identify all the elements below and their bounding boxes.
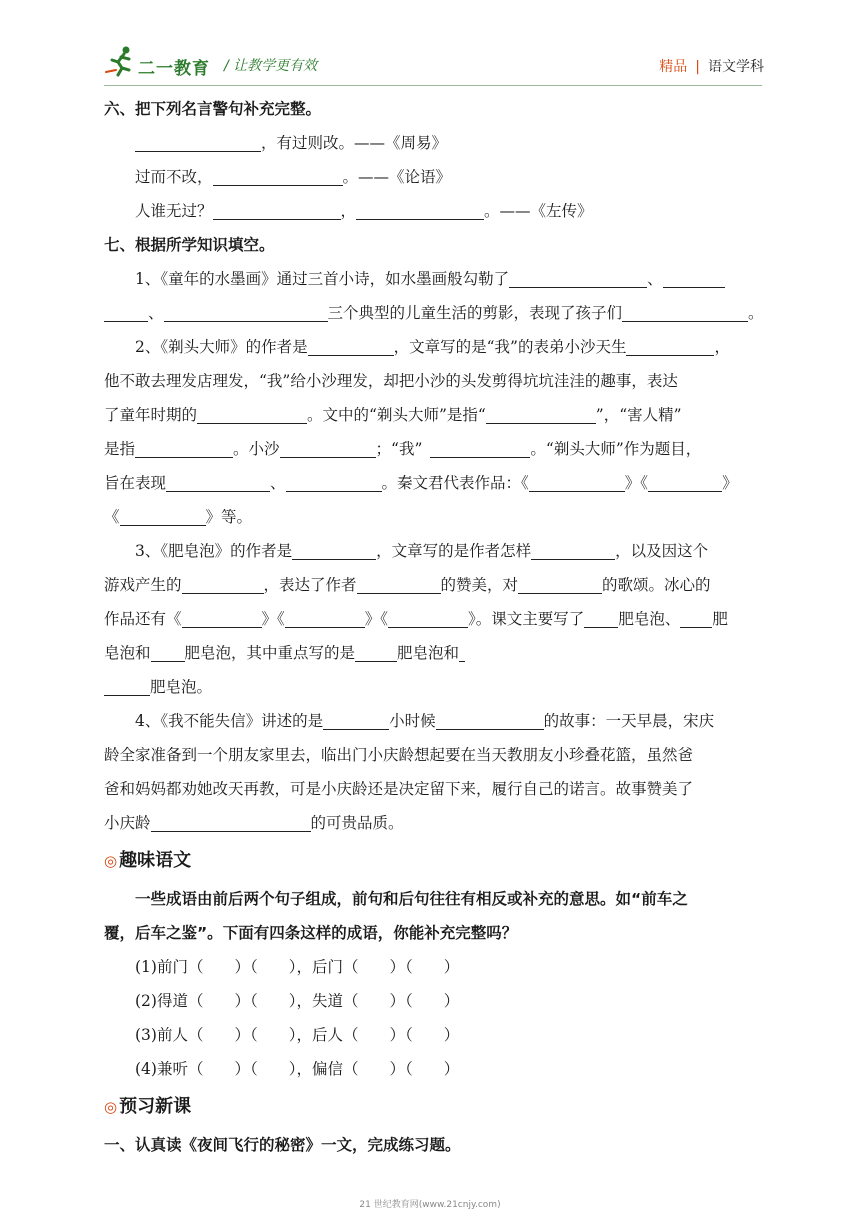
q3-text: 游戏产生的 <box>104 576 182 594</box>
double-circle-icon: ◎ <box>104 852 118 870</box>
tag-separator: | <box>695 59 700 75</box>
q2-text: ，文章写的是“我”的表弟小沙天生 <box>393 338 627 356</box>
q2-text: 》《 <box>624 474 649 492</box>
header-divider <box>104 85 762 86</box>
preview-title-text: 预习新课 <box>119 1096 192 1117</box>
answer-blank[interactable] <box>151 811 311 832</box>
q3-text: 》《 <box>364 610 389 628</box>
q3-text: 》《 <box>261 610 285 628</box>
q2-text: 。文中的“剃头大师”是指“ <box>307 406 486 424</box>
idiom-item-3: (3)前人（ ）（ ），后人（ ）（ ） <box>135 1026 460 1044</box>
q3-text: 》。课文主要写了 <box>468 610 585 628</box>
q2-text: 、 <box>270 474 286 492</box>
answer-blank[interactable] <box>104 301 148 322</box>
q3-line-5 <box>104 670 764 704</box>
q4-line-3: 爸和妈妈都劝她改天再教，可是小庆龄还是决定留下来，履行自己的诺言。故事赞美了 <box>104 780 694 798</box>
q4-text: 小时候 <box>389 712 436 730</box>
answer-blank[interactable] <box>436 709 544 730</box>
q3-text: 肥皂泡。 <box>150 678 213 696</box>
answer-blank[interactable] <box>182 573 264 594</box>
q1-line-2 <box>104 296 764 330</box>
answer-blank[interactable] <box>213 165 343 186</box>
answer-blank[interactable] <box>182 607 262 628</box>
q2-text: ；“我” <box>375 440 423 458</box>
q2-text: 旨在表现 <box>104 474 167 492</box>
q4-line-2: 龄全家准备到一个朋友家里去，临出门小庆龄想起要在当天教朋友小珍叠花篮，虽然爸 <box>104 746 694 764</box>
proverb-1 <box>104 126 764 160</box>
preview-section-title <box>104 1086 764 1128</box>
answer-blank[interactable] <box>529 471 625 492</box>
idiom-item-2: (2)得道（ ）（ ），失道（ ）（ ） <box>135 992 460 1010</box>
header-tags <box>659 56 764 76</box>
q2-line-3 <box>104 398 764 432</box>
running-man-logo-icon <box>104 44 138 78</box>
q3-text: 肥皂泡、 <box>618 610 681 628</box>
q2-text: 》等。 <box>205 508 253 526</box>
q3-text: 的赞美，对 <box>440 576 519 594</box>
page-header <box>104 44 764 84</box>
answer-blank[interactable] <box>531 539 615 560</box>
answer-blank[interactable] <box>120 505 206 526</box>
q4-text: 的故事：一天早晨，宋庆 <box>543 712 715 730</box>
answer-blank[interactable] <box>135 131 261 152</box>
q3-text: 3、《肥皂泡》的作者是 <box>135 542 293 560</box>
q3-text: ，文章写的是作者怎样 <box>376 542 532 560</box>
q2-text: ”，“害人精” <box>595 406 682 424</box>
answer-blank[interactable] <box>357 573 441 594</box>
preview-question-1: 一、认真读《夜间飞行的秘密》一文，完成练习题。 <box>104 1136 461 1154</box>
q2-text: 》 <box>722 474 738 492</box>
answer-blank[interactable] <box>286 471 382 492</box>
proverb-3-text-a: 人谁无过？ <box>135 202 213 220</box>
answer-blank[interactable] <box>680 607 712 628</box>
idiom-item-4: (4)兼听（ ）（ ），偏信（ ）（ ） <box>135 1060 460 1078</box>
answer-blank[interactable] <box>164 301 328 322</box>
answer-blank[interactable] <box>292 539 376 560</box>
q2-text: 。秦文君代表作品：《 <box>381 474 529 492</box>
q3-text: 肥皂泡，其中重点写的是 <box>184 644 356 662</box>
proverb-3 <box>104 194 764 228</box>
q3-text: ，表达了作者 <box>263 576 357 594</box>
q2-line-2: 他不敢去理发店理发，“我”给小沙理发，却把小沙的头发剪得坑坑洼洼的趣事，表达 <box>104 372 678 390</box>
answer-blank[interactable] <box>459 641 465 662</box>
answer-blank[interactable] <box>388 607 468 628</box>
answer-blank[interactable] <box>584 607 618 628</box>
q1-text: 、 <box>647 270 663 288</box>
fun-intro-line-2: 覆，后车之鉴”。下面有四条这样的成语，你能补充完整吗？ <box>104 924 518 942</box>
q3-text: 肥皂泡和 <box>397 644 460 662</box>
answer-blank[interactable] <box>323 709 389 730</box>
proverb-3-text-b: ， <box>340 202 357 220</box>
answer-blank[interactable] <box>135 437 233 458</box>
fun-section-title <box>104 840 764 882</box>
answer-blank[interactable] <box>355 641 397 662</box>
answer-blank[interactable] <box>622 301 748 322</box>
answer-blank[interactable] <box>663 267 725 288</box>
answer-blank[interactable] <box>430 437 530 458</box>
page-footer: 21 世纪教育网(www.21cnjy.com) <box>359 1200 501 1210</box>
idiom-item-1: (1)前门（ ）（ ），后门（ ）（ ） <box>135 958 460 976</box>
q4-text: 4、《我不能失信》讲述的是 <box>135 712 324 730</box>
answer-blank[interactable] <box>308 335 394 356</box>
subject-tag: 语文学科 <box>708 59 764 75</box>
q3-text: 的歌颂。冰心的 <box>602 576 711 594</box>
answer-blank[interactable] <box>197 403 307 424</box>
answer-blank[interactable] <box>486 403 596 424</box>
answer-blank[interactable] <box>166 471 270 492</box>
q4-line-4 <box>104 806 764 840</box>
q2-line-5 <box>104 466 764 500</box>
q1-text: 三个典型的儿童生活的剪影，表现了孩子们 <box>327 304 623 322</box>
fun-intro-line-1: 一些成语由前后两个句子组成，前句和后句往往有相反或补充的意思。如“前车之 <box>135 890 688 908</box>
answer-blank[interactable] <box>280 437 376 458</box>
answer-blank[interactable] <box>626 335 714 356</box>
q2-line-4 <box>104 432 764 466</box>
answer-blank[interactable] <box>285 607 365 628</box>
q4-text: 的可贵品质。 <box>310 814 404 832</box>
q3-text: 皂泡和 <box>104 644 151 662</box>
answer-blank[interactable] <box>104 675 150 696</box>
section-6-title: 六、把下列名言警句补充完整。 <box>104 100 322 118</box>
q2-text: 。小沙 <box>233 440 280 458</box>
brand-name: 二一教育 <box>138 59 210 79</box>
q3-line-2 <box>104 568 764 602</box>
proverb-2 <box>104 160 764 194</box>
double-circle-icon: ◎ <box>104 1098 118 1116</box>
answer-blank[interactable] <box>356 199 484 220</box>
proverb-1-text: ，有过则改。——《周易》 <box>261 134 448 152</box>
q1-text: 。 <box>748 304 764 322</box>
q2-line-6 <box>104 500 764 534</box>
brand-slogan: / 让教学更有效 <box>224 58 318 74</box>
q1-line-1 <box>104 262 764 296</box>
q4-line-1 <box>104 704 764 738</box>
q2-text: 是指 <box>104 440 136 458</box>
proverb-2-text-b: 。——《论语》 <box>342 168 452 186</box>
q2-text: ， <box>714 338 730 356</box>
proverb-3-text-c: 。——《左传》 <box>484 202 593 220</box>
section-7-title: 七、根据所学知识填空。 <box>104 236 275 254</box>
answer-blank[interactable] <box>213 199 341 220</box>
q2-line-1 <box>104 330 764 364</box>
q3-line-1 <box>104 534 764 568</box>
worksheet-content <box>104 92 764 1162</box>
q3-text: ，以及因这个 <box>615 542 709 560</box>
proverb-2-text-a: 过而不改， <box>135 168 213 186</box>
answer-blank[interactable] <box>151 641 185 662</box>
q3-text: 作品还有《 <box>104 610 182 628</box>
q2-text: 2、《剃头大师》的作者是 <box>135 338 308 356</box>
q4-text: 小庆龄 <box>104 814 151 832</box>
answer-blank[interactable] <box>648 471 722 492</box>
q3-text: 肥 <box>712 610 728 628</box>
quality-tag: 精品 <box>659 59 688 75</box>
q3-line-3 <box>104 602 764 636</box>
answer-blank[interactable] <box>509 267 647 288</box>
q3-line-4 <box>104 636 764 670</box>
q2-text: 。“剃头大师”作为题目， <box>530 440 702 458</box>
answer-blank[interactable] <box>518 573 602 594</box>
q1-text: 、 <box>148 304 164 322</box>
q1-text: 1、《童年的水墨画》通过三首小诗，如水墨画般勾勒了 <box>135 270 510 288</box>
fun-title-text: 趣味语文 <box>119 850 192 871</box>
q2-text: 了童年时期的 <box>104 406 198 424</box>
q2-text: 《 <box>104 508 120 526</box>
